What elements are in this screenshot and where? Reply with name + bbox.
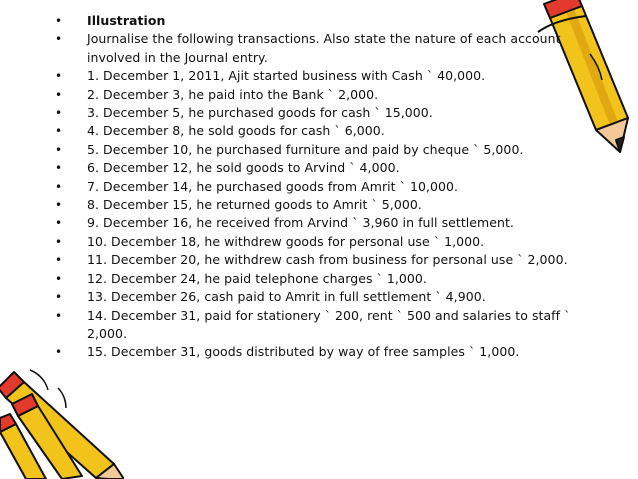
- bullet: •: [55, 142, 63, 157]
- transaction-text: 11. December 20, he withdrew cash from business for personal use ` 2,000.: [87, 252, 568, 268]
- transaction-text: 5. December 10, he purchased furniture and paid by cheque ` 5,000.: [87, 141, 524, 157]
- list-item: [52, 67, 592, 85]
- list-item: [52, 178, 592, 196]
- transaction-text: 6. December 12, he sold goods to Arvind ` 4,000.: [87, 160, 400, 176]
- transaction-text: 15. December 31, goods distributed by way of free samples ` 1,000.: [87, 344, 520, 360]
- bullet: •: [55, 290, 63, 305]
- list-item: [52, 307, 592, 344]
- bullet: •: [55, 345, 63, 360]
- transaction-text: 2. December 3, he paid into the Bank ` 2,000.: [87, 86, 379, 102]
- list-item: [52, 159, 592, 177]
- heading-text: Illustration: [87, 13, 166, 28]
- transaction-list: [52, 12, 592, 362]
- bullet: •: [55, 234, 63, 249]
- transaction-text: 12. December 24, he paid telephone charges ` 1,000.: [87, 270, 427, 286]
- transaction-text: 14. December 31, paid for stationery ` 200, rent ` 500 and salaries to staff ` 2,000.: [87, 307, 571, 341]
- bullet: •: [55, 308, 63, 323]
- list-item: [52, 270, 592, 288]
- bullet: •: [55, 69, 63, 84]
- list-item: [52, 122, 592, 140]
- bullet: •: [55, 161, 63, 176]
- transaction-text: 7. December 14, he purchased goods from Amrit ` 10,000.: [87, 178, 459, 194]
- bullet: •: [55, 198, 63, 213]
- bullet: •: [55, 179, 63, 194]
- transaction-text: 8. December 15, he returned goods to Amrit ` 5,000.: [87, 197, 422, 213]
- list-item: [52, 288, 592, 306]
- list-item-heading: [52, 12, 592, 30]
- list-item: [52, 251, 592, 269]
- bullet: •: [55, 253, 63, 268]
- list-item-instruction: [52, 30, 592, 67]
- bullet: •: [55, 32, 63, 47]
- list-item: [52, 86, 592, 104]
- bullet: •: [55, 124, 63, 139]
- bullet: •: [55, 87, 63, 102]
- list-item: [52, 233, 592, 251]
- list-item: [52, 104, 592, 122]
- list-item: [52, 343, 592, 361]
- transaction-text: 3. December 5, he purchased goods for cash ` 15,000.: [87, 105, 433, 121]
- instruction-text: Journalise the following transactions. Also state the nature of each account involved in the Journal entry.: [87, 31, 561, 65]
- bullet: •: [55, 216, 63, 231]
- bullet: •: [55, 106, 63, 121]
- transaction-text: 10. December 18, he withdrew goods for personal use ` 1,000.: [87, 233, 485, 249]
- list-item: [52, 141, 592, 159]
- pencils-icon: [0, 368, 124, 479]
- bullet: •: [55, 14, 63, 28]
- transaction-text: 1. December 1, 2011, Ajit started business with Cash ` 40,000.: [87, 68, 486, 84]
- transaction-text: 9. December 16, he received from Arvind ` 3,960 in full settlement.: [87, 215, 514, 231]
- transaction-text: 13. December 26, cash paid to Amrit in full settlement ` 4,900.: [87, 289, 486, 305]
- list-item: [52, 214, 592, 232]
- transaction-text: 4. December 8, he sold goods for cash ` 6,000.: [87, 123, 385, 139]
- bullet: •: [55, 271, 63, 286]
- list-item: [52, 196, 592, 214]
